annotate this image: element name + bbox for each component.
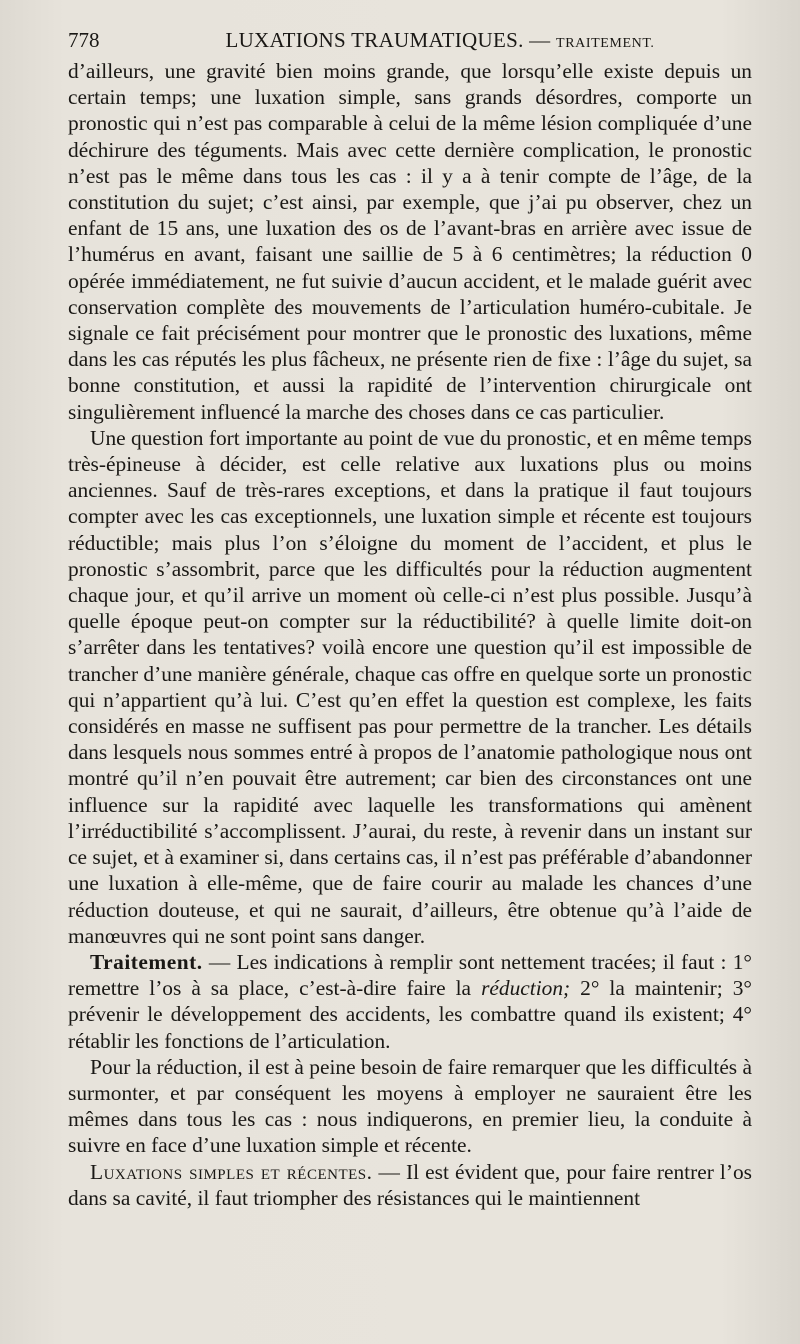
section-heading-treatment: Traitement. [90, 949, 203, 974]
paragraph-reduction: Pour la réduction, il est à peine besoin de faire remarquer que les difficultés à surmonter, et par conséquent les moyens à employer ne sauraient être les mêmes dans tous les cas : nous indiquerons, en premier lieu, la conduite à suivre en face d’une luxation simple et récente. [68, 1054, 752, 1158]
running-header [68, 28, 752, 62]
paragraph-old-luxations: Une question fort importante au point de vue du pronostic, et en même temps très-épineuse à décider, est celle relative aux luxations plus ou moins anciennes. Sauf de très-rares exceptions, et dans la pratique il faut toujours compter avec les cas exceptionnels, une luxation simple et récente est toujours réductible; mais plus l’on s’éloigne du moment de l’accident, et plus le pronostic s’assombrit, parce que les difficultés pour la réduction augmentent chaque jour, et qu’il arrive un moment où celle-ci n’est plus possible. Jusqu’à quelle époque peut-on compter sur la réductibilité? à quelle limite doit-on s’arrêter dans les tentatives? voilà encore une question qu’il est impossible de trancher d’une manière générale, chaque cas offre en quelque sorte un pronostic qui n’appartient qu’à lui. C’est qu’en effet la question est complexe, les faits considérés en masse ne suffisent pas pour permettre de la trancher. Les détails dans lesquels nous sommes entré à propos de l’anatomie pathologique nous ont montré qu’il n’en pouvait être autrement; car bien des circonstances ont une influence sur la rapidité avec laquelle les transformations qui amènent l’irréductibilité s’accomplissent. J’aurai, du reste, à revenir dans un instant sur ce sujet, et à examiner si, dans certains cas, il n’est pas préférable d’abandonner une luxation à elle-même, que de faire courir au malade les chances d’une réduction douteuse, et qui ne saurait, d’ailleurs, être obtenue qu’à l’aide de manœuvres qui ne sont point sans danger. [68, 425, 752, 948]
running-title-section: TRAITEMENT. [556, 36, 655, 51]
treatment-italic-reduction: réduction; [481, 976, 571, 1001]
paragraph-prognosis-continued: d’ailleurs, une gravité bien moins grande, que lorsqu’elle existe depuis un certain temps; une luxation simple, sans grands désordres, comporte un pronostic qui n’est pas comparable à celui de la même lésion compliquée d’une déchirure des téguments. Mais avec cette dernière complication, le pronostic n’est pas le même dans tous les cas : il y a à tenir compte de l’âge, de la constitution du sujet; c’est ainsi, par exemple, que j’ai pu observer, chez un enfant de 15 ans, une luxation des os de l’avant-bras en arrière avec issue de l’humérus en avant, faisant une saillie de 5 à 6 centimètres; la réduction 0 opérée immédiatement, ne fut suivie d’aucun accident, et le malade guérit avec conservation complète des mouvements de l’articulation huméro-cubitale. Je signale ce fait précisément pour montrer que le pronostic des luxations, même dans les cas réputés les plus fâcheux, ne présente rien de fixe : l’âge du sujet, sa bonne constitution, et aussi la rapidité de l’intervention chirurgicale ont singulièrement influencé la marche des choses dans ce cas particulier. [68, 59, 752, 424]
simple-recent-text: — Il est évident que, pour faire rentrer l’os dans sa cavité, il faut triompher des résistances qui le maintiennent [68, 1159, 752, 1210]
running-title-main: LUXATIONS TRAUMATIQUES. — [225, 28, 551, 52]
page-number: 778 [68, 28, 100, 52]
body-text [68, 58, 752, 1211]
treatment-text-b: 2° la maintenir; 3° prévenir le développement des accidents, les combattre quand ils existent; 4° rétablir les fonctions de l’articulation. [68, 976, 752, 1053]
paragraph-simple-recent [68, 1159, 752, 1211]
paragraph-treatment [68, 949, 752, 1054]
treatment-text-a: — Les indications à remplir sont nettement tracées; il faut : 1° remettre l’os à sa place, c’est-à-dire faire la [68, 949, 752, 1001]
section-heading-simple-recent: Luxations simples et récentes. [90, 1159, 373, 1184]
running-title [128, 28, 752, 53]
